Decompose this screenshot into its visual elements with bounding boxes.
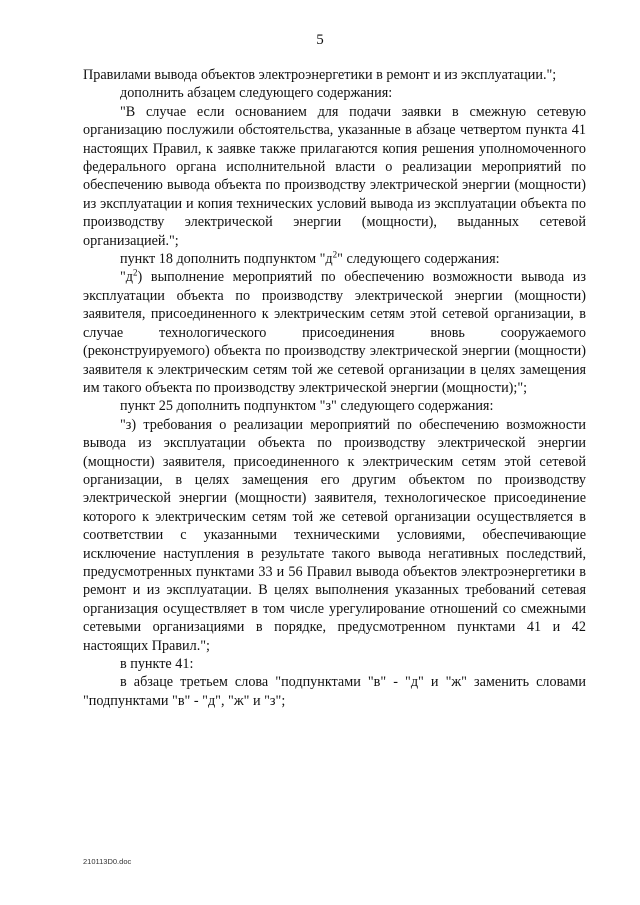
paragraph-quoted-insert: "В случае если основанием для подачи заявки в смежную сетевую организацию послужили обстоятельства, указанные в абзаце четвертом пункта 41 настоящих Правил, к заявке также прилагаются копия решения уполномоченного федерального органа исполнительной власти о реализации мероприятий по обеспечению вывода объекта по производству электрической энергии (мощности) из эксплуатации и копия технических условий вывода из эксплуатации объекта по производству электрической энергии (мощности), выданных сетевой организацией."; <box>83 103 586 249</box>
superscript-2: 2 <box>133 267 138 278</box>
paragraph-amend-intro: дополнить абзацем следующего содержания: <box>120 85 393 102</box>
superscript-2: 2 <box>332 249 338 260</box>
paragraph-point-25: пункт 25 дополнить подпунктом "з" следующего содержания: <box>120 398 494 415</box>
footer-filename: 210113D0.doc <box>83 857 132 866</box>
paragraph-replace-words: в абзаце третьем слова "подпунктами "в" - "д" и "ж" заменить словами "подпунктами "в" - "д", "ж" и "з"; <box>83 674 586 709</box>
document-body <box>83 66 586 710</box>
subpoint-d2-text: ) выполнение мероприятий по обеспечению возможности вывода из эксплуатации объекта по производству электрической энергии (мощности) заявителя, присоединенного к электрическим сетям этой сетевой организации, в случае технологического присоединения вновь сооружаемого (реконструируемого) объекта по производству электрической энергии (мощности) заявителя к электрическим сетям той же сетевой организации в целях замещения им такого объекта по производству электрической энергии (мощности);"; <box>83 269 586 396</box>
paragraph-point-41: в пункте 41: <box>120 656 194 672</box>
paragraph-subpoint-d2 <box>83 268 586 397</box>
point-18-text-end: " следующего содержания: <box>337 251 500 268</box>
point-18-text-start: пункт 18 дополнить подпунктом "д <box>120 251 333 268</box>
subpoint-d2-prefix: "д <box>120 269 134 286</box>
paragraph-subpoint-z: "з) требования о реализации мероприятий по обеспечению возможности вывода из эксплуатации объекта по производству электрической энергии (мощности) заявителя, присоединенного к электрическим сетям этой сетевой организации, в целях замещения его другим объектом по производству электрической энергии (мощности) заявителя, технологическое присоединение которого к электрическим сетям той же сетевой организации осуществляется в соответствии с указанными техническими условиями, обеспечивающие исключение наступления в результате такого вывода негативных последствий, предусмотренных пунктами 33 и 56 Правил вывода объектов электроэнергетики в ремонт и из эксплуатации. В целях выполнения указанных требований сетевая организация осуществляет в том числе урегулирование отношений со смежными сетевыми организациями в порядке, предусмотренном пунктами 41 и 42 настоящих Правил."; <box>83 416 586 654</box>
page-number: 5 <box>316 32 324 48</box>
paragraph-point-18 <box>83 250 586 268</box>
paragraph-continuation: Правилами вывода объектов электроэнергетики в ремонт и из эксплуатации."; <box>83 67 557 83</box>
